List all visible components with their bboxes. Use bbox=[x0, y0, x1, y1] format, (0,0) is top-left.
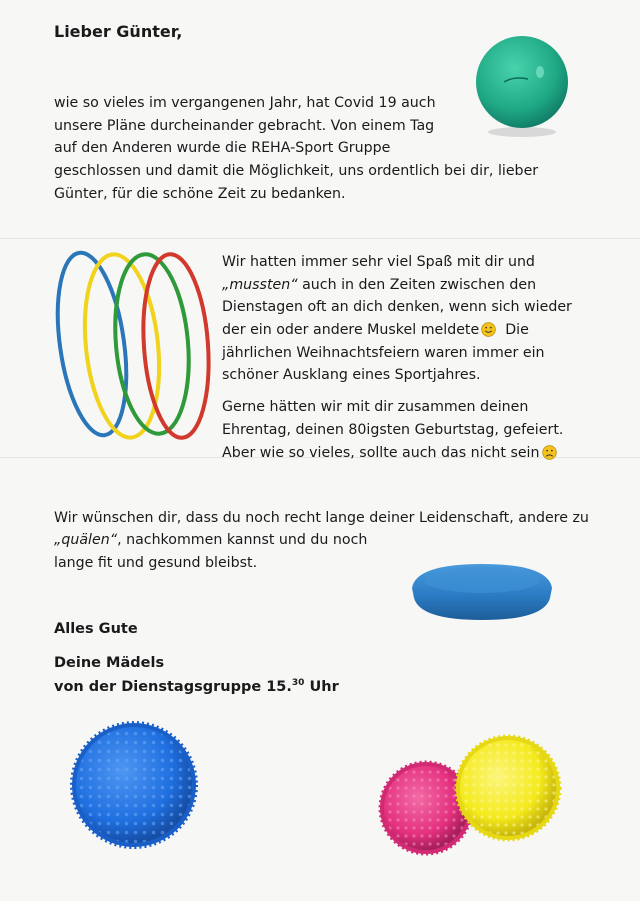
balance-cushion-image bbox=[406, 558, 558, 624]
paragraph-2-line-5: jährlichen Weihnachtsfeiern waren immer ein bbox=[222, 345, 545, 361]
closing-group-superscript: 30 bbox=[291, 678, 305, 689]
sad-smiley-icon bbox=[542, 445, 557, 460]
paragraph-2-line-4 bbox=[222, 319, 529, 342]
paragraph-1-line-2: unsere Pläne durcheinander gebracht. Von einem Tag bbox=[54, 118, 435, 134]
paragraph-4-line-2-rest: , nachkommen kannst und du noch bbox=[117, 532, 368, 548]
green-ball-image bbox=[474, 30, 570, 138]
paragraph-2-line-4-after: Die bbox=[496, 322, 529, 338]
paragraph-1-line-1: wie so vieles im vergangenen Jahr, hat Covid 19 auch bbox=[54, 95, 436, 111]
closing-signature: Deine Mädels bbox=[54, 655, 165, 671]
closing-group-prefix: von der Dienstagsgruppe 15. bbox=[54, 679, 292, 695]
closing-group-suffix: Uhr bbox=[304, 679, 339, 695]
mussten-quote: „mussten“ bbox=[222, 277, 298, 293]
paragraph-3-line-2: Ehrentag, deinen 80igsten Geburtstag, gefeiert. bbox=[222, 422, 564, 438]
paragraph-3-line-3-text: Aber wie so vieles, sollte auch das nicht sein bbox=[222, 445, 540, 461]
paragraph-2-line-2 bbox=[222, 274, 536, 297]
quaelen-quote: „quälen“ bbox=[54, 532, 118, 548]
paragraph-2-line-3: Dienstagen oft an dich denken, wenn sich wieder bbox=[222, 299, 572, 315]
paragraph-4-line-1: Wir wünschen dir, dass du noch recht lange deiner Leidenschaft, andere zu bbox=[54, 510, 589, 526]
paragraph-1-line-4: geschlossen und damit die Möglichkeit, uns ordentlich bei dir, lieber bbox=[54, 163, 539, 179]
happy-smiley-icon bbox=[481, 322, 496, 337]
paragraph-2-line-6: schöner Ausklang eines Sportjahres. bbox=[222, 367, 481, 383]
paragraph-2-line-4-text: der ein oder andere Muskel meldete bbox=[222, 322, 480, 338]
closing-group bbox=[54, 676, 339, 699]
greeting: Lieber Günter, bbox=[54, 22, 183, 41]
paragraph-2-line-1: Wir hatten immer sehr viel Spaß mit dir und bbox=[222, 254, 535, 270]
paragraph-2-line-2-rest: auch in den Zeiten zwischen den bbox=[297, 277, 537, 293]
paragraph-1-line-3: auf den Anderen wurde die REHA-Sport Gruppe bbox=[54, 140, 391, 156]
hula-hoops-image bbox=[52, 248, 214, 450]
paragraph-4-line-3: lange fit und gesund bleibst. bbox=[54, 555, 258, 571]
closing-wishes: Alles Gute bbox=[54, 621, 138, 637]
yellow-spiky-ball-image bbox=[454, 733, 562, 843]
paragraph-4-line-2 bbox=[54, 529, 367, 552]
paragraph-1-line-5: Günter, für die schöne Zeit zu bedanken. bbox=[54, 186, 346, 202]
paragraph-3-line-1: Gerne hätten wir mit dir zusammen deinen bbox=[222, 399, 529, 415]
blue-spiky-ball-image bbox=[68, 720, 200, 850]
paragraph-3-line-3 bbox=[222, 442, 557, 465]
